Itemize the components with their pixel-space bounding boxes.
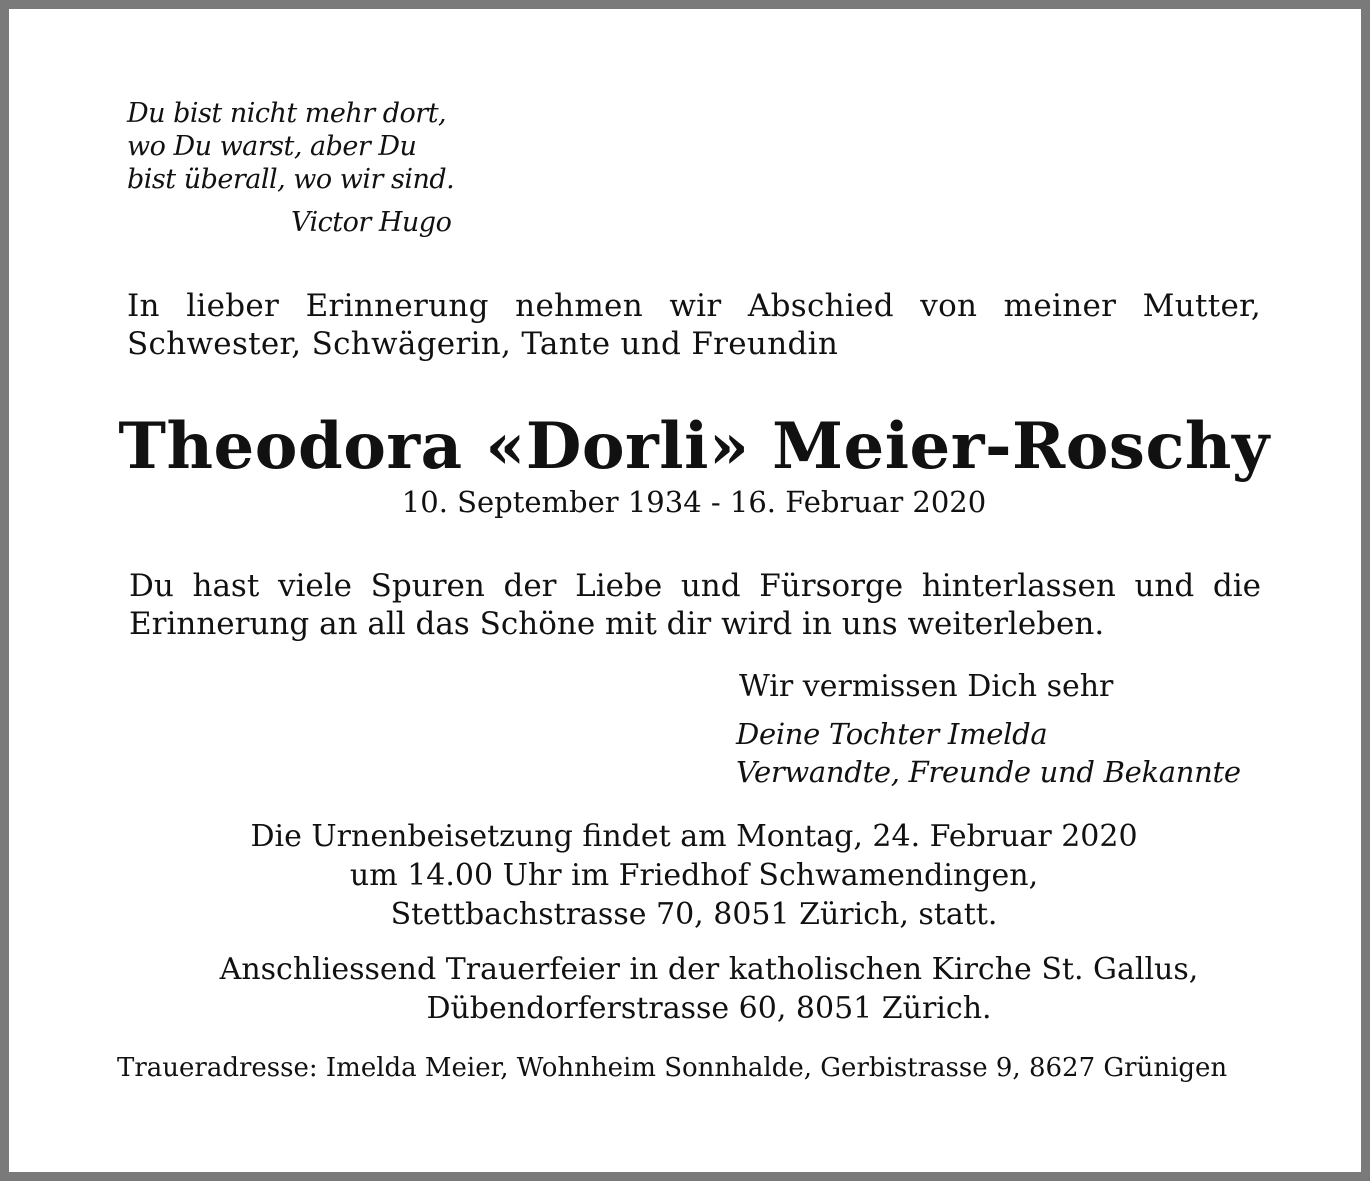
deceased-name: Theodora «Dorli» Meier-Roschy	[118, 409, 1270, 484]
ceremony-line: Anschliessend Trauerfeier in der katholischen Kirche St. Gallus,	[219, 952, 1199, 987]
signers	[736, 715, 1241, 791]
burial-line: Die Urnenbeisetzung findet am Montag, 24. Februar 2020	[250, 819, 1138, 854]
tribute-line: Erinnerung an all das Schöne mit dir wird in uns weiterleben.	[129, 606, 1105, 642]
poem-quote	[127, 97, 454, 196]
ceremony-line: Dübendorferstrasse 60, 8051 Zürich.	[426, 991, 992, 1026]
ceremony-info	[9, 950, 1370, 1028]
quote-line: wo Du warst, aber Du	[127, 131, 417, 162]
quote-line: bist überall, wo wir sind.	[127, 164, 455, 195]
life-dates: 10. September 1934 - 16. Februar 2020	[401, 485, 987, 519]
burial-info	[9, 817, 1370, 934]
burial-line: Stettbachstrasse 70, 8051 Zürich, statt.	[390, 897, 998, 932]
mourning-address: Traueradresse: Imelda Meier, Wohnheim Sonnhalde, Gerbistrasse 9, 8627 Grünigen	[117, 1053, 1228, 1083]
tribute-line: Du hast viele Spuren der Liebe und Fürsorge hinterlassen und die	[129, 568, 1261, 604]
miss-you-text: Wir vermissen Dich sehr	[739, 669, 1114, 704]
quote-line: Du bist nicht mehr dort,	[127, 98, 447, 129]
quote-author: Victor Hugo	[291, 207, 452, 238]
tribute-text	[129, 567, 1261, 643]
intro-text	[127, 287, 1261, 363]
intro-line: Schwester, Schwägerin, Tante und Freundin	[127, 326, 839, 362]
signer-line: Deine Tochter Imelda	[736, 717, 1048, 751]
signer-line: Verwandte, Freunde und Bekannte	[736, 755, 1241, 789]
burial-line: um 14.00 Uhr im Friedhof Schwamendingen,	[349, 858, 1039, 893]
intro-line: In lieber Erinnerung nehmen wir Abschied von meiner Mutter,	[127, 288, 1261, 324]
